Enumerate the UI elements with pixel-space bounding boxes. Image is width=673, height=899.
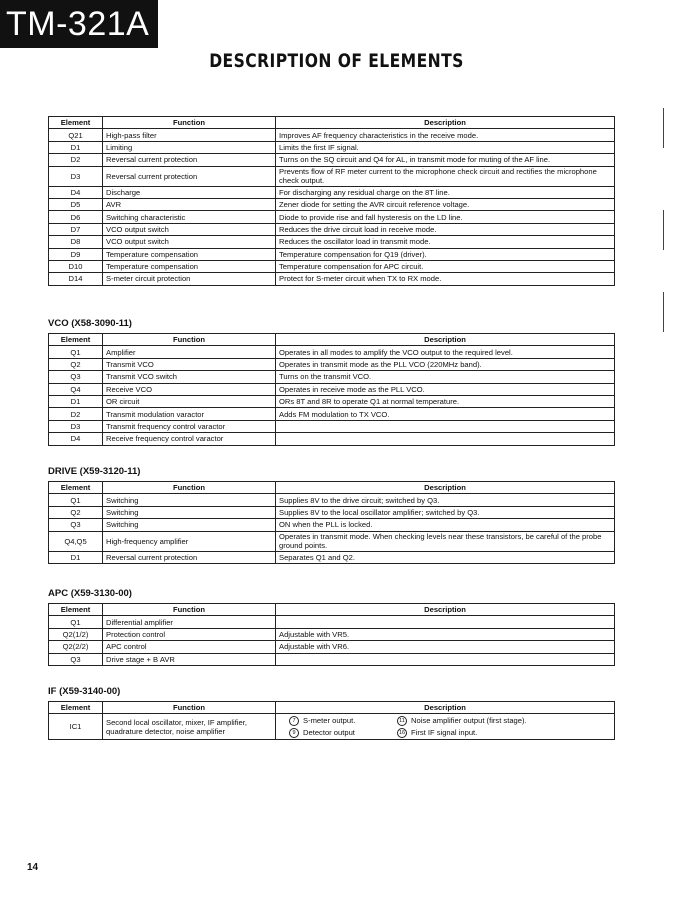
cell-element: Q4	[49, 383, 103, 395]
section-title-drive: DRIVE (X59-3120-11)	[48, 466, 141, 477]
cell-function: Temperature compensation	[103, 260, 276, 272]
cell-description: Operates in receive mode as the PLL VCO.	[276, 383, 615, 395]
cell-description: Adds FM modulation to TX VCO.	[276, 408, 615, 420]
cell-element: D2	[49, 408, 103, 420]
cell-function: OR circuit	[103, 395, 276, 407]
table-row	[49, 433, 615, 445]
cell-description: Prevents flow of RF meter current to the microphone check circuit and rectifies the microphone check output.	[276, 166, 615, 186]
header-function: Function	[103, 117, 276, 129]
cell-element: Q3	[49, 519, 103, 531]
cell-function: Differential amplifier	[103, 616, 276, 628]
table-row	[49, 494, 615, 506]
header-description: Description	[276, 117, 615, 129]
cell-description: Separates Q1 and Q2.	[276, 551, 615, 563]
header-description: Description	[276, 482, 615, 494]
margin-change-bar	[663, 292, 664, 332]
table-header-row	[49, 604, 615, 616]
cell-description: Limits the first IF signal.	[276, 141, 615, 153]
page-number: 14	[27, 862, 39, 873]
table-row	[49, 273, 615, 285]
cell-function: Switching	[103, 519, 276, 531]
cell-function: Transmit VCO switch	[103, 371, 276, 383]
cell-function: Temperature compensation	[103, 248, 276, 260]
cell-description	[276, 616, 615, 628]
table-row	[49, 641, 615, 653]
table-row	[49, 198, 615, 210]
pin-number-circle: 11	[397, 716, 407, 726]
table-row	[49, 616, 615, 628]
header-description: Description	[276, 334, 615, 346]
table-row	[49, 260, 615, 272]
cell-function: Transmit VCO	[103, 358, 276, 370]
cell-element: Q3	[49, 653, 103, 665]
cell-description: Operates in transmit mode. When checking levels near these transistors, be careful of the probe ground points.	[276, 531, 615, 551]
cell-description: ON when the PLL is locked.	[276, 519, 615, 531]
header-element: Element	[49, 702, 103, 714]
cell-element: D8	[49, 236, 103, 248]
cell-function: Receive frequency control varactor	[103, 433, 276, 445]
table-row	[49, 395, 615, 407]
cell-element: IC1	[49, 714, 103, 740]
table-header-row	[49, 702, 615, 714]
cell-description: Zener diode for setting the AVR circuit reference voltage.	[276, 198, 615, 210]
cell-function: Discharge	[103, 186, 276, 198]
table-row	[49, 383, 615, 395]
elements-table-vco	[48, 333, 615, 446]
cell-element: D2	[49, 154, 103, 166]
cell-description: Temperature compensation for APC circuit.	[276, 260, 615, 272]
table-row	[49, 248, 615, 260]
cell-element: D3	[49, 420, 103, 432]
cell-function: Amplifier	[103, 346, 276, 358]
cell-description: Operates in all modes to amplify the VCO output to the required level.	[276, 346, 615, 358]
table-row	[49, 519, 615, 531]
table-row	[49, 506, 615, 518]
table-row	[49, 551, 615, 563]
cell-function: S-meter circuit protection	[103, 273, 276, 285]
table-row	[49, 129, 615, 141]
margin-change-bar	[663, 210, 664, 250]
cell-description: Improves AF frequency characteristics in the receive mode.	[276, 129, 615, 141]
table-row	[49, 371, 615, 383]
table-header-row	[49, 117, 615, 129]
cell-function: AVR	[103, 198, 276, 210]
pin-text: Noise amplifier output (first stage).	[411, 716, 527, 726]
table-header-row	[49, 334, 615, 346]
cell-function: Reversal current protection	[103, 551, 276, 563]
cell-element: Q2	[49, 506, 103, 518]
cell-function: Reversal current protection	[103, 166, 276, 186]
table-row	[49, 714, 615, 740]
pin-text: First IF signal input.	[411, 728, 478, 738]
cell-function: Switching	[103, 506, 276, 518]
cell-function: APC control	[103, 641, 276, 653]
cell-description: Adjustable with VR5.	[276, 628, 615, 640]
table-row	[49, 531, 615, 551]
cell-description: Reduces the oscillator load in transmit mode.	[276, 236, 615, 248]
cell-element: D1	[49, 141, 103, 153]
cell-function: Drive stage + B AVR	[103, 653, 276, 665]
cell-element: D1	[49, 551, 103, 563]
pin-number-circle: 16	[398, 729, 406, 736]
cell-description: For discharging any residual charge on the 8T line.	[276, 186, 615, 198]
section-title-apc: APC (X59-3130-00)	[48, 588, 132, 599]
header-element: Element	[49, 482, 103, 494]
elements-table-main	[48, 116, 615, 286]
table-header-row	[49, 482, 615, 494]
cell-element: D3	[49, 166, 103, 186]
cell-description: ORs 8T and 8R to operate Q1 at normal temperature.	[276, 395, 615, 407]
cell-element: D6	[49, 211, 103, 223]
cell-element: D14	[49, 273, 103, 285]
cell-element: D4	[49, 433, 103, 445]
cell-description: Protect for S-meter circuit when TX to RX mode.	[276, 273, 615, 285]
cell-function: VCO output switch	[103, 236, 276, 248]
cell-element: D5	[49, 198, 103, 210]
page-title: DESCRIPTION OF ELEMENTS	[209, 50, 464, 72]
cell-description: Supplies 8V to the local oscillator amplifier; switched by Q3.	[276, 506, 615, 518]
cell-element: D10	[49, 260, 103, 272]
cell-description: Turns on the transmit VCO.	[276, 371, 615, 383]
cell-function: Second local oscillator, mixer, IF amplifier, quadrature detector, noise amplifier	[103, 714, 276, 740]
table-row	[49, 346, 615, 358]
cell-function: High-pass filter	[103, 129, 276, 141]
table-row	[49, 236, 615, 248]
cell-description: Supplies 8V to the drive circuit; switched by Q3.	[276, 494, 615, 506]
cell-function: Switching	[103, 494, 276, 506]
table-row	[49, 186, 615, 198]
elements-table-if	[48, 701, 615, 740]
cell-description: Operates in transmit mode as the PLL VCO (220MHz band).	[276, 358, 615, 370]
cell-description	[276, 433, 615, 445]
cell-element: Q4,Q5	[49, 531, 103, 551]
cell-function: High-frequency amplifier	[103, 531, 276, 551]
cell-element: Q2(2/2)	[49, 641, 103, 653]
cell-element: Q1	[49, 494, 103, 506]
header-element: Element	[49, 117, 103, 129]
header-element: Element	[49, 604, 103, 616]
header-description: Description	[276, 702, 615, 714]
pin-text: Detector output	[303, 728, 355, 738]
cell-element: Q2	[49, 358, 103, 370]
cell-element: D7	[49, 223, 103, 235]
cell-description	[276, 714, 615, 740]
cell-description	[276, 653, 615, 665]
header-function: Function	[103, 702, 276, 714]
cell-element: D1	[49, 395, 103, 407]
cell-function: VCO output switch	[103, 223, 276, 235]
pin-text: S-meter output.	[303, 716, 356, 726]
header-element: Element	[49, 334, 103, 346]
model-badge: TM-321A	[0, 0, 158, 48]
elements-table-drive	[48, 481, 615, 564]
cell-description: Reduces the drive circuit load in receive mode.	[276, 223, 615, 235]
table-row	[49, 408, 615, 420]
margin-change-bar	[663, 108, 664, 148]
header-function: Function	[103, 334, 276, 346]
cell-description: Temperature compensation for Q19 (driver).	[276, 248, 615, 260]
cell-function: Transmit frequency control varactor	[103, 420, 276, 432]
cell-element: D9	[49, 248, 103, 260]
cell-description: Diode to provide rise and fall hysteresis on the LD line.	[276, 211, 615, 223]
cell-description: Turns on the SQ circuit and Q4 for AL, in transmit mode for muting of the AF line.	[276, 154, 615, 166]
cell-function: Reversal current protection	[103, 154, 276, 166]
cell-element: Q2(1/2)	[49, 628, 103, 640]
cell-function: Switching characteristic	[103, 211, 276, 223]
header-function: Function	[103, 604, 276, 616]
pin-number-circle: 7	[289, 716, 299, 726]
cell-function: Transmit modulation varactor	[103, 408, 276, 420]
table-row	[49, 211, 615, 223]
header-function: Function	[103, 482, 276, 494]
table-row	[49, 154, 615, 166]
section-title-if: IF (X59-3140-00)	[48, 686, 121, 697]
cell-element: Q1	[49, 616, 103, 628]
cell-element: Q3	[49, 371, 103, 383]
cell-function: Limiting	[103, 141, 276, 153]
cell-description	[276, 420, 615, 432]
table-row	[49, 628, 615, 640]
cell-element: D4	[49, 186, 103, 198]
table-row	[49, 420, 615, 432]
header-description: Description	[276, 604, 615, 616]
table-row	[49, 141, 615, 153]
table-row	[49, 358, 615, 370]
table-row	[49, 166, 615, 186]
table-row	[49, 223, 615, 235]
elements-table-apc	[48, 603, 615, 666]
cell-element: Q1	[49, 346, 103, 358]
table-row	[49, 653, 615, 665]
cell-function: Protection control	[103, 628, 276, 640]
cell-description: Adjustable with VR6.	[276, 641, 615, 653]
section-title-vco: VCO (X58-3090-11)	[48, 318, 132, 329]
pin-number-circle: 9	[289, 728, 299, 738]
cell-function: Receive VCO	[103, 383, 276, 395]
cell-element: Q21	[49, 129, 103, 141]
